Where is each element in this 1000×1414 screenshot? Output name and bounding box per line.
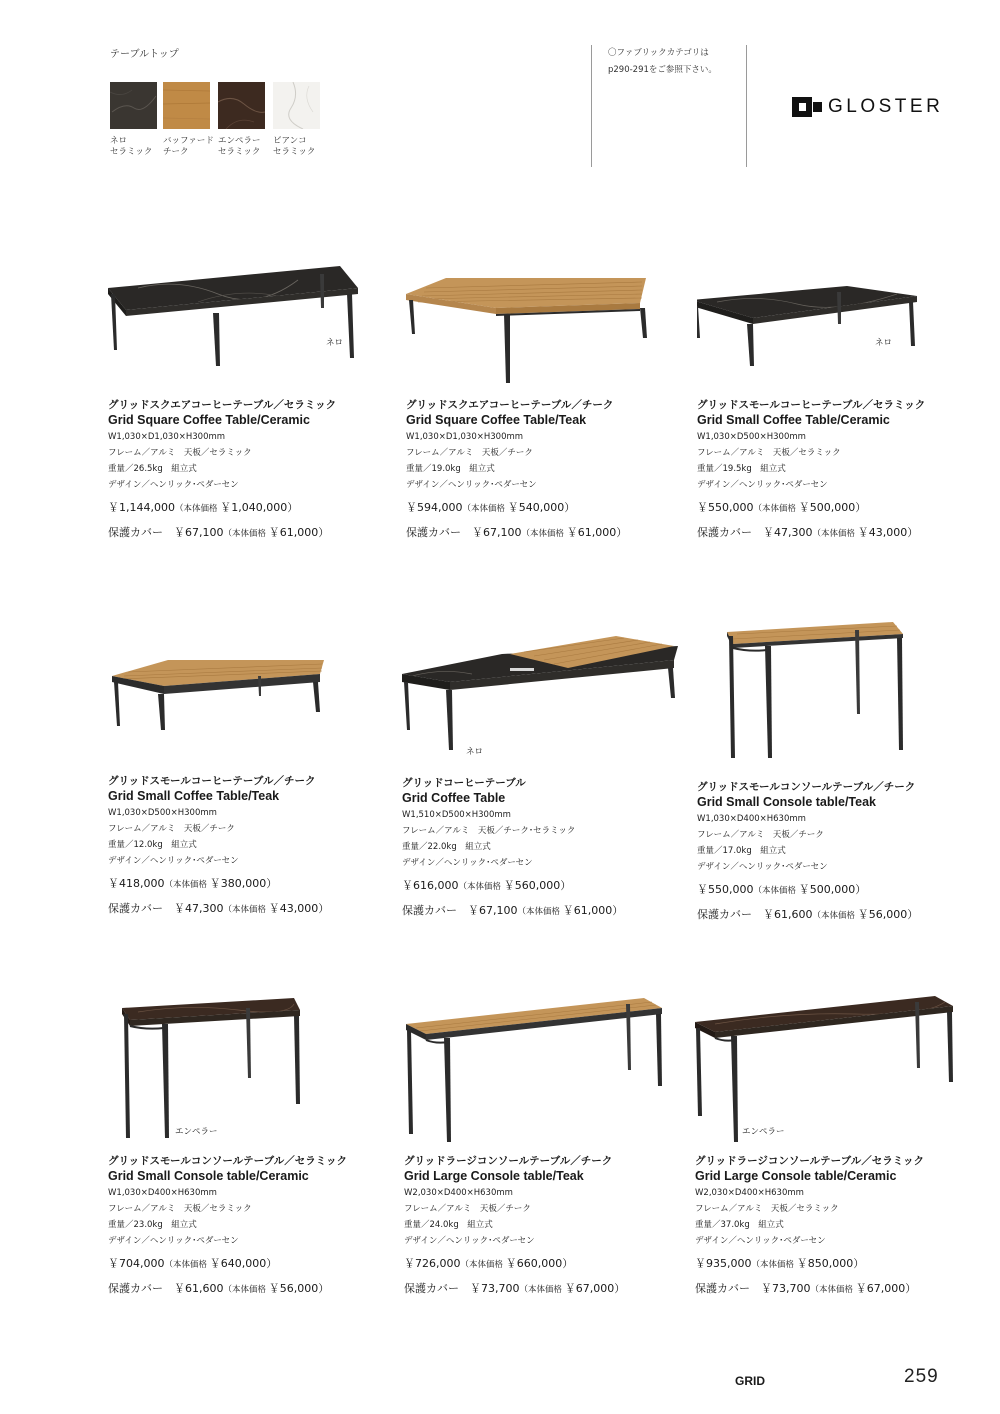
product-card [406,258,676,541]
product-image [697,618,967,764]
product-image [406,258,676,388]
swatch-bianco [273,82,320,129]
cover-price: 保護カバー ￥73,700（本体価格 ￥67,000） [404,1282,626,1295]
product-material: フレーム／アルミ 天板／チーク･セラミック [402,826,576,836]
swatch-emperador [218,82,265,129]
product-name-ja: グリッドスモールコンソールテーブル／チーク [697,781,916,793]
product-name-en: Grid Large Console table/Teak [404,1169,584,1183]
divider-right [746,45,747,167]
product-image [108,994,378,1144]
product-material: フレーム／アルミ 天板／セラミック [108,1204,252,1214]
product-material: フレーム／アルミ 天板／チーク [108,824,235,834]
product-image [108,636,378,764]
product-price: ￥1,144,000（本体価格 ￥1,040,000） [108,501,299,514]
product-dims: W1,030×D500×H300mm [108,808,217,818]
product-designer: デザイン／ヘンリック･ペダーセン [404,1236,535,1246]
variant-label: エンペラー [175,1127,218,1137]
product-designer: デザイン／ヘンリック･ペダーセン [695,1236,826,1246]
product-designer: デザイン／ヘンリック･ペダーセン [108,856,239,866]
product-image [404,994,674,1144]
product-weight: 重量／19.5kg 組立式 [697,464,786,474]
product-name-ja: グリッドスクエアコーヒーテーブル／セラミック [108,399,337,411]
swatch-nero [110,82,157,129]
swatch-label-teak: バッファード チーク [163,136,214,157]
product-dims: W1,030×D400×H630mm [697,814,806,824]
product-price: ￥594,000（本体価格 ￥540,000） [406,501,576,514]
product-name-ja: グリッドラージコンソールテーブル／チーク [404,1155,613,1167]
product-weight: 重量／23.0kg 組立式 [108,1220,197,1230]
product-dims: W1,030×D500×H300mm [697,432,806,442]
product-dims: W1,030×D1,030×H300mm [406,432,524,442]
product-name-en: Grid Small Console table/Ceramic [108,1169,309,1183]
product-material: フレーム／アルミ 天板／セラミック [108,448,252,458]
swatch-label-emperador: エンペラー セラミック [218,136,261,157]
logo-mark-icon [792,97,822,117]
product-image [108,258,378,388]
product-card [404,994,674,1297]
product-dims: W1,030×D1,030×H300mm [108,432,226,442]
product-name-ja: グリッドスモールコーヒーテーブル／チーク [108,775,316,787]
product-name-en: Grid Square Coffee Table/Ceramic [108,413,310,427]
cover-price: 保護カバー ￥73,700（本体価格 ￥67,000） [695,1282,917,1295]
product-dims: W1,510×D500×H300mm [402,810,511,820]
product-price: ￥550,000（本体価格 ￥500,000） [697,501,867,514]
product-name-en: Grid Square Coffee Table/Teak [406,413,587,427]
cover-price: 保護カバー ￥47,300（本体価格 ￥43,000） [108,902,330,915]
variant-label: ネロ [326,338,344,348]
product-name-ja: グリッドスモールコーヒーテーブル／セラミック [697,399,926,411]
cover-price: 保護カバー ￥61,600（本体価格 ￥56,000） [108,1282,330,1295]
product-weight: 重量／12.0kg 組立式 [108,840,197,850]
product-name-ja: グリッドコーヒーテーブル [402,777,526,789]
variant-label: ネロ [875,338,893,348]
product-designer: デザイン／ヘンリック･ペダーセン [697,480,828,490]
product-dims: W2,030×D400×H630mm [404,1188,513,1198]
product-material: フレーム／アルミ 天板／セラミック [697,448,841,458]
product-weight: 重量／26.5kg 組立式 [108,464,197,474]
product-name-ja: グリッドスモールコンソールテーブル／セラミック [108,1155,347,1167]
product-card [697,618,967,923]
product-designer: デザイン／ヘンリック･ペダーセン [406,480,537,490]
product-card [108,258,378,541]
product-material: フレーム／アルミ 天板／チーク [404,1204,531,1214]
swatch-label-nero: ネロ セラミック [110,136,153,157]
product-name-en: Grid Small Coffee Table/Ceramic [697,413,890,427]
product-designer: デザイン／ヘンリック･ペダーセン [402,858,533,868]
cover-price: 保護カバー ￥67,100（本体価格 ￥61,000） [108,526,330,539]
swatch-teak [163,82,210,129]
product-name-en: Grid Small Console table/Teak [697,795,876,809]
product-name-ja: グリッドラージコンソールテーブル／セラミック [695,1155,925,1167]
swatch-label-bianco: ビアンコ セラミック [273,136,316,157]
product-price: ￥935,000（本体価格 ￥850,000） [695,1257,865,1270]
product-name-ja: グリッドスクエアコーヒーテーブル／チーク [406,399,614,411]
product-weight: 重量／24.0kg 組立式 [404,1220,493,1230]
product-image [697,258,967,388]
brand-logo [792,96,943,118]
variant-label: エンペラー [742,1127,785,1137]
product-name-en: Grid Large Console table/Ceramic [695,1169,897,1183]
product-price: ￥704,000（本体価格 ￥640,000） [108,1257,278,1270]
product-price: ￥616,000（本体価格 ￥560,000） [402,879,572,892]
section-label: テーブルトップ [110,49,179,60]
product-material: フレーム／アルミ 天板／セラミック [695,1204,839,1214]
product-image [402,624,672,764]
product-price: ￥550,000（本体価格 ￥500,000） [697,883,867,896]
product-weight: 重量／37.0kg 組立式 [695,1220,784,1230]
fabric-note: 〇ファブリックカテゴリは p290-291をご参照下さい。 [608,48,717,75]
cover-price: 保護カバー ￥47,300（本体価格 ￥43,000） [697,526,919,539]
product-material: フレーム／アルミ 天板／チーク [406,448,533,458]
product-designer: デザイン／ヘンリック･ペダーセン [108,1236,239,1246]
cover-price: 保護カバー ￥61,600（本体価格 ￥56,000） [697,908,919,921]
product-image [695,994,965,1144]
product-price: ￥726,000（本体価格 ￥660,000） [404,1257,574,1270]
product-material: フレーム／アルミ 天板／チーク [697,830,824,840]
product-card [697,258,967,541]
variant-label: ネロ [466,747,484,757]
product-designer: デザイン／ヘンリック･ペダーセン [697,862,828,872]
divider-left [591,45,592,167]
product-name-en: Grid Coffee Table [402,791,506,805]
product-card [695,994,965,1297]
product-card [108,994,378,1297]
brand-name: GLOSTER [828,96,944,117]
page-number: 259 [904,1366,939,1387]
product-weight: 重量／17.0kg 組立式 [697,846,786,856]
cover-price: 保護カバー ￥67,100（本体価格 ￥61,000） [402,904,624,917]
product-designer: デザイン／ヘンリック･ペダーセン [108,480,239,490]
series-label: GRID [735,1374,765,1388]
product-card [402,624,672,919]
product-price: ￥418,000（本体価格 ￥380,000） [108,877,278,890]
product-weight: 重量／19.0kg 組立式 [406,464,495,474]
cover-price: 保護カバー ￥67,100（本体価格 ￥61,000） [406,526,628,539]
product-dims: W2,030×D400×H630mm [695,1188,804,1198]
product-weight: 重量／22.0kg 組立式 [402,842,491,852]
product-card [108,636,378,917]
product-name-en: Grid Small Coffee Table/Teak [108,789,280,803]
product-dims: W1,030×D400×H630mm [108,1188,217,1198]
